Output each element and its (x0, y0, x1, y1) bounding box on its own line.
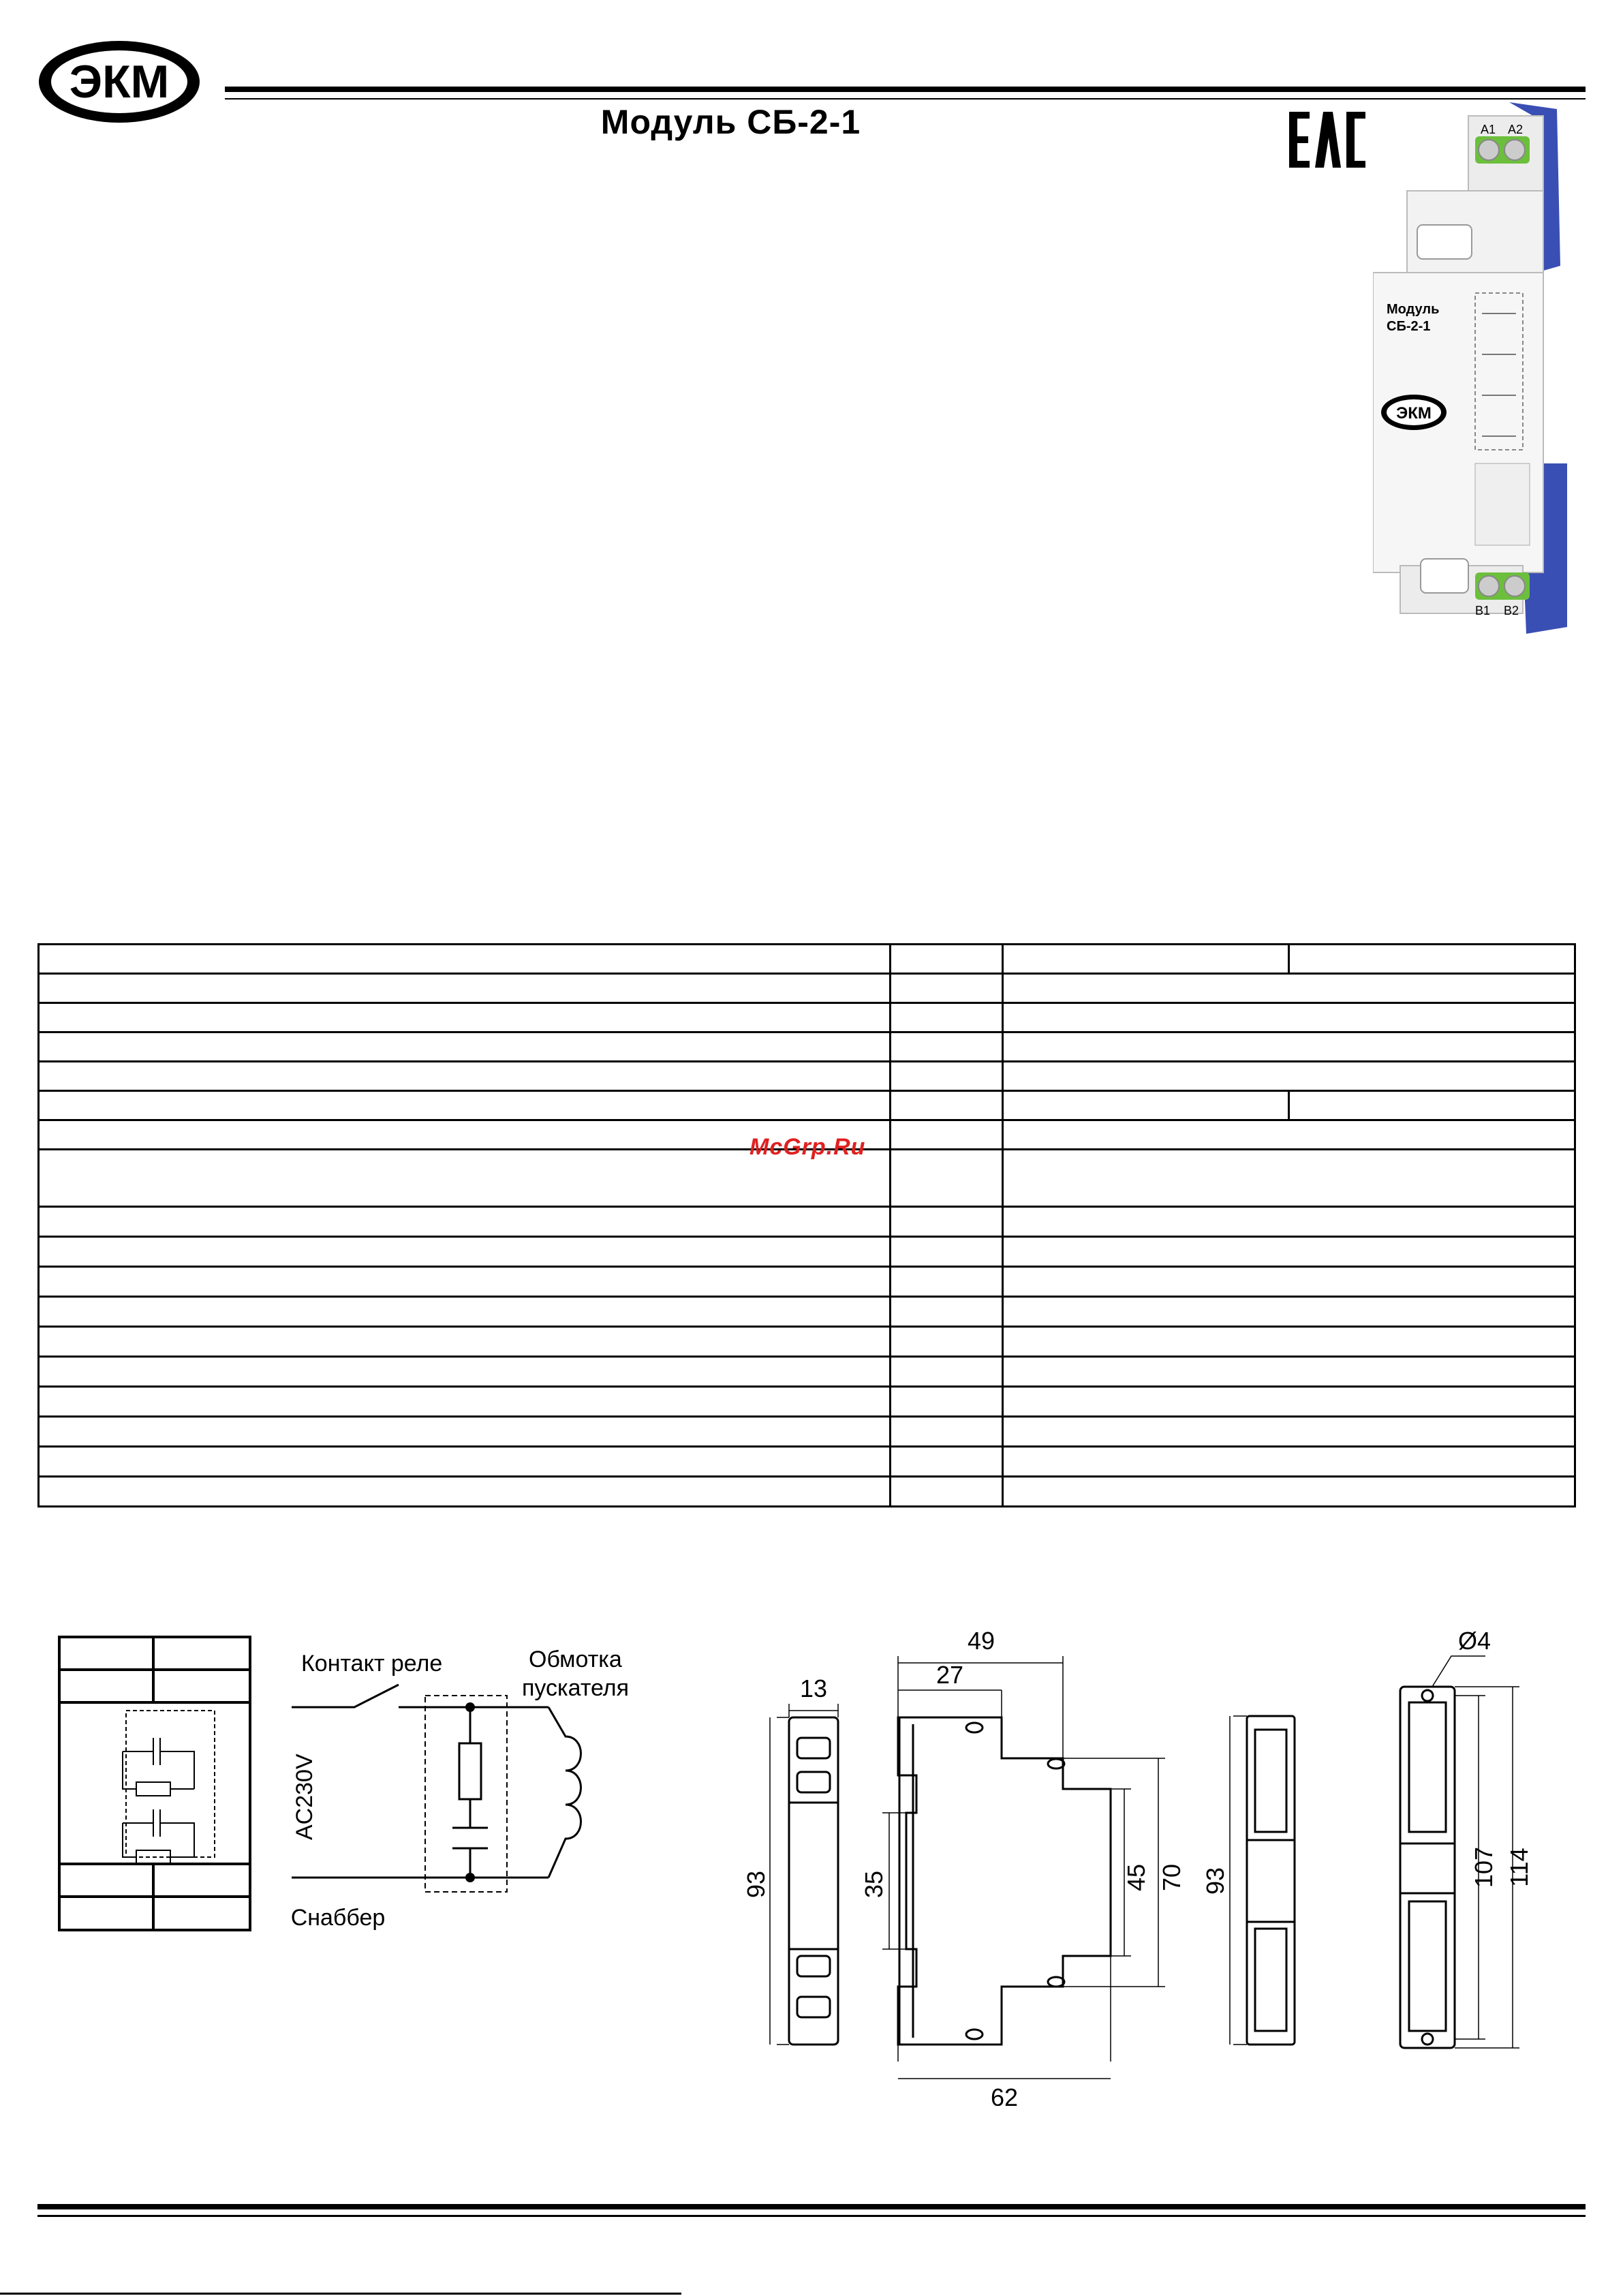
svg-text:Модуль: Модуль (1387, 302, 1440, 317)
table-row (39, 1297, 1575, 1327)
terminal-b1: B1 (1475, 604, 1491, 617)
dim-height-front: 93 (742, 1870, 770, 1899)
table-row (39, 1032, 1575, 1062)
watermark: McGrp.Ru (749, 1134, 866, 1160)
supply-label: AC230V (292, 1754, 318, 1840)
table-row (39, 1091, 1575, 1120)
coil-label-2: пускателя (522, 1675, 630, 1701)
footer-rule-thin (37, 2215, 1586, 2217)
dimension-drawing (729, 1615, 1581, 2106)
table-row (39, 1003, 1575, 1032)
eac-mark-icon (1286, 109, 1368, 170)
photo-logo: ЭКМ (1396, 404, 1432, 423)
table-row (39, 1417, 1575, 1447)
page-title: Модуль СБ-2-1 (600, 103, 861, 141)
footer-rule-short (0, 2293, 681, 2295)
dim-height-back: 93 (1201, 1867, 1229, 1895)
snubber-label: Снаббер (290, 1905, 386, 1931)
dim-depth-front: 27 (936, 1661, 964, 1689)
footer-rule-thick (37, 2204, 1586, 2209)
coil-label-1: Обмотка (529, 1647, 622, 1672)
table-row (39, 974, 1575, 1003)
table-row (39, 1327, 1575, 1357)
table-row (39, 1447, 1575, 1477)
logo-text: ЭКМ (69, 56, 170, 108)
table-row (39, 945, 1575, 974)
table-row (39, 1207, 1575, 1237)
relay-contact-label: Контакт реле (301, 1651, 443, 1677)
table-row (39, 1477, 1575, 1507)
dim-depth-base: 62 (990, 2083, 1019, 2106)
dim-height-rail: 35 (860, 1870, 888, 1899)
terminal-a2: A2 (1508, 123, 1524, 136)
table-row (39, 1062, 1575, 1091)
dim-height-total: 114 (1505, 1848, 1533, 1887)
dim-height-hole: 107 (1470, 1846, 1498, 1888)
spec-table (37, 943, 1576, 1507)
dim-height-body: 45 (1122, 1863, 1150, 1892)
wiring-diagram (279, 1636, 661, 1949)
svg-text:СБ-2-1: СБ-2-1 (1387, 319, 1431, 334)
header-rule-thick (225, 87, 1586, 92)
table-row (39, 1357, 1575, 1387)
terminal-diagram (58, 1636, 256, 1935)
dim-depth-total: 49 (967, 1627, 995, 1655)
dim-height-step: 70 (1158, 1863, 1186, 1892)
table-row (39, 1237, 1575, 1267)
terminal-b2: B2 (1504, 604, 1519, 617)
product-photo (1373, 95, 1577, 641)
dim-hole-diameter: Ø4 (1458, 1627, 1491, 1655)
terminal-a1: A1 (1481, 123, 1496, 136)
table-row (39, 1267, 1575, 1297)
table-row (39, 1387, 1575, 1417)
dim-width: 13 (799, 1674, 828, 1702)
